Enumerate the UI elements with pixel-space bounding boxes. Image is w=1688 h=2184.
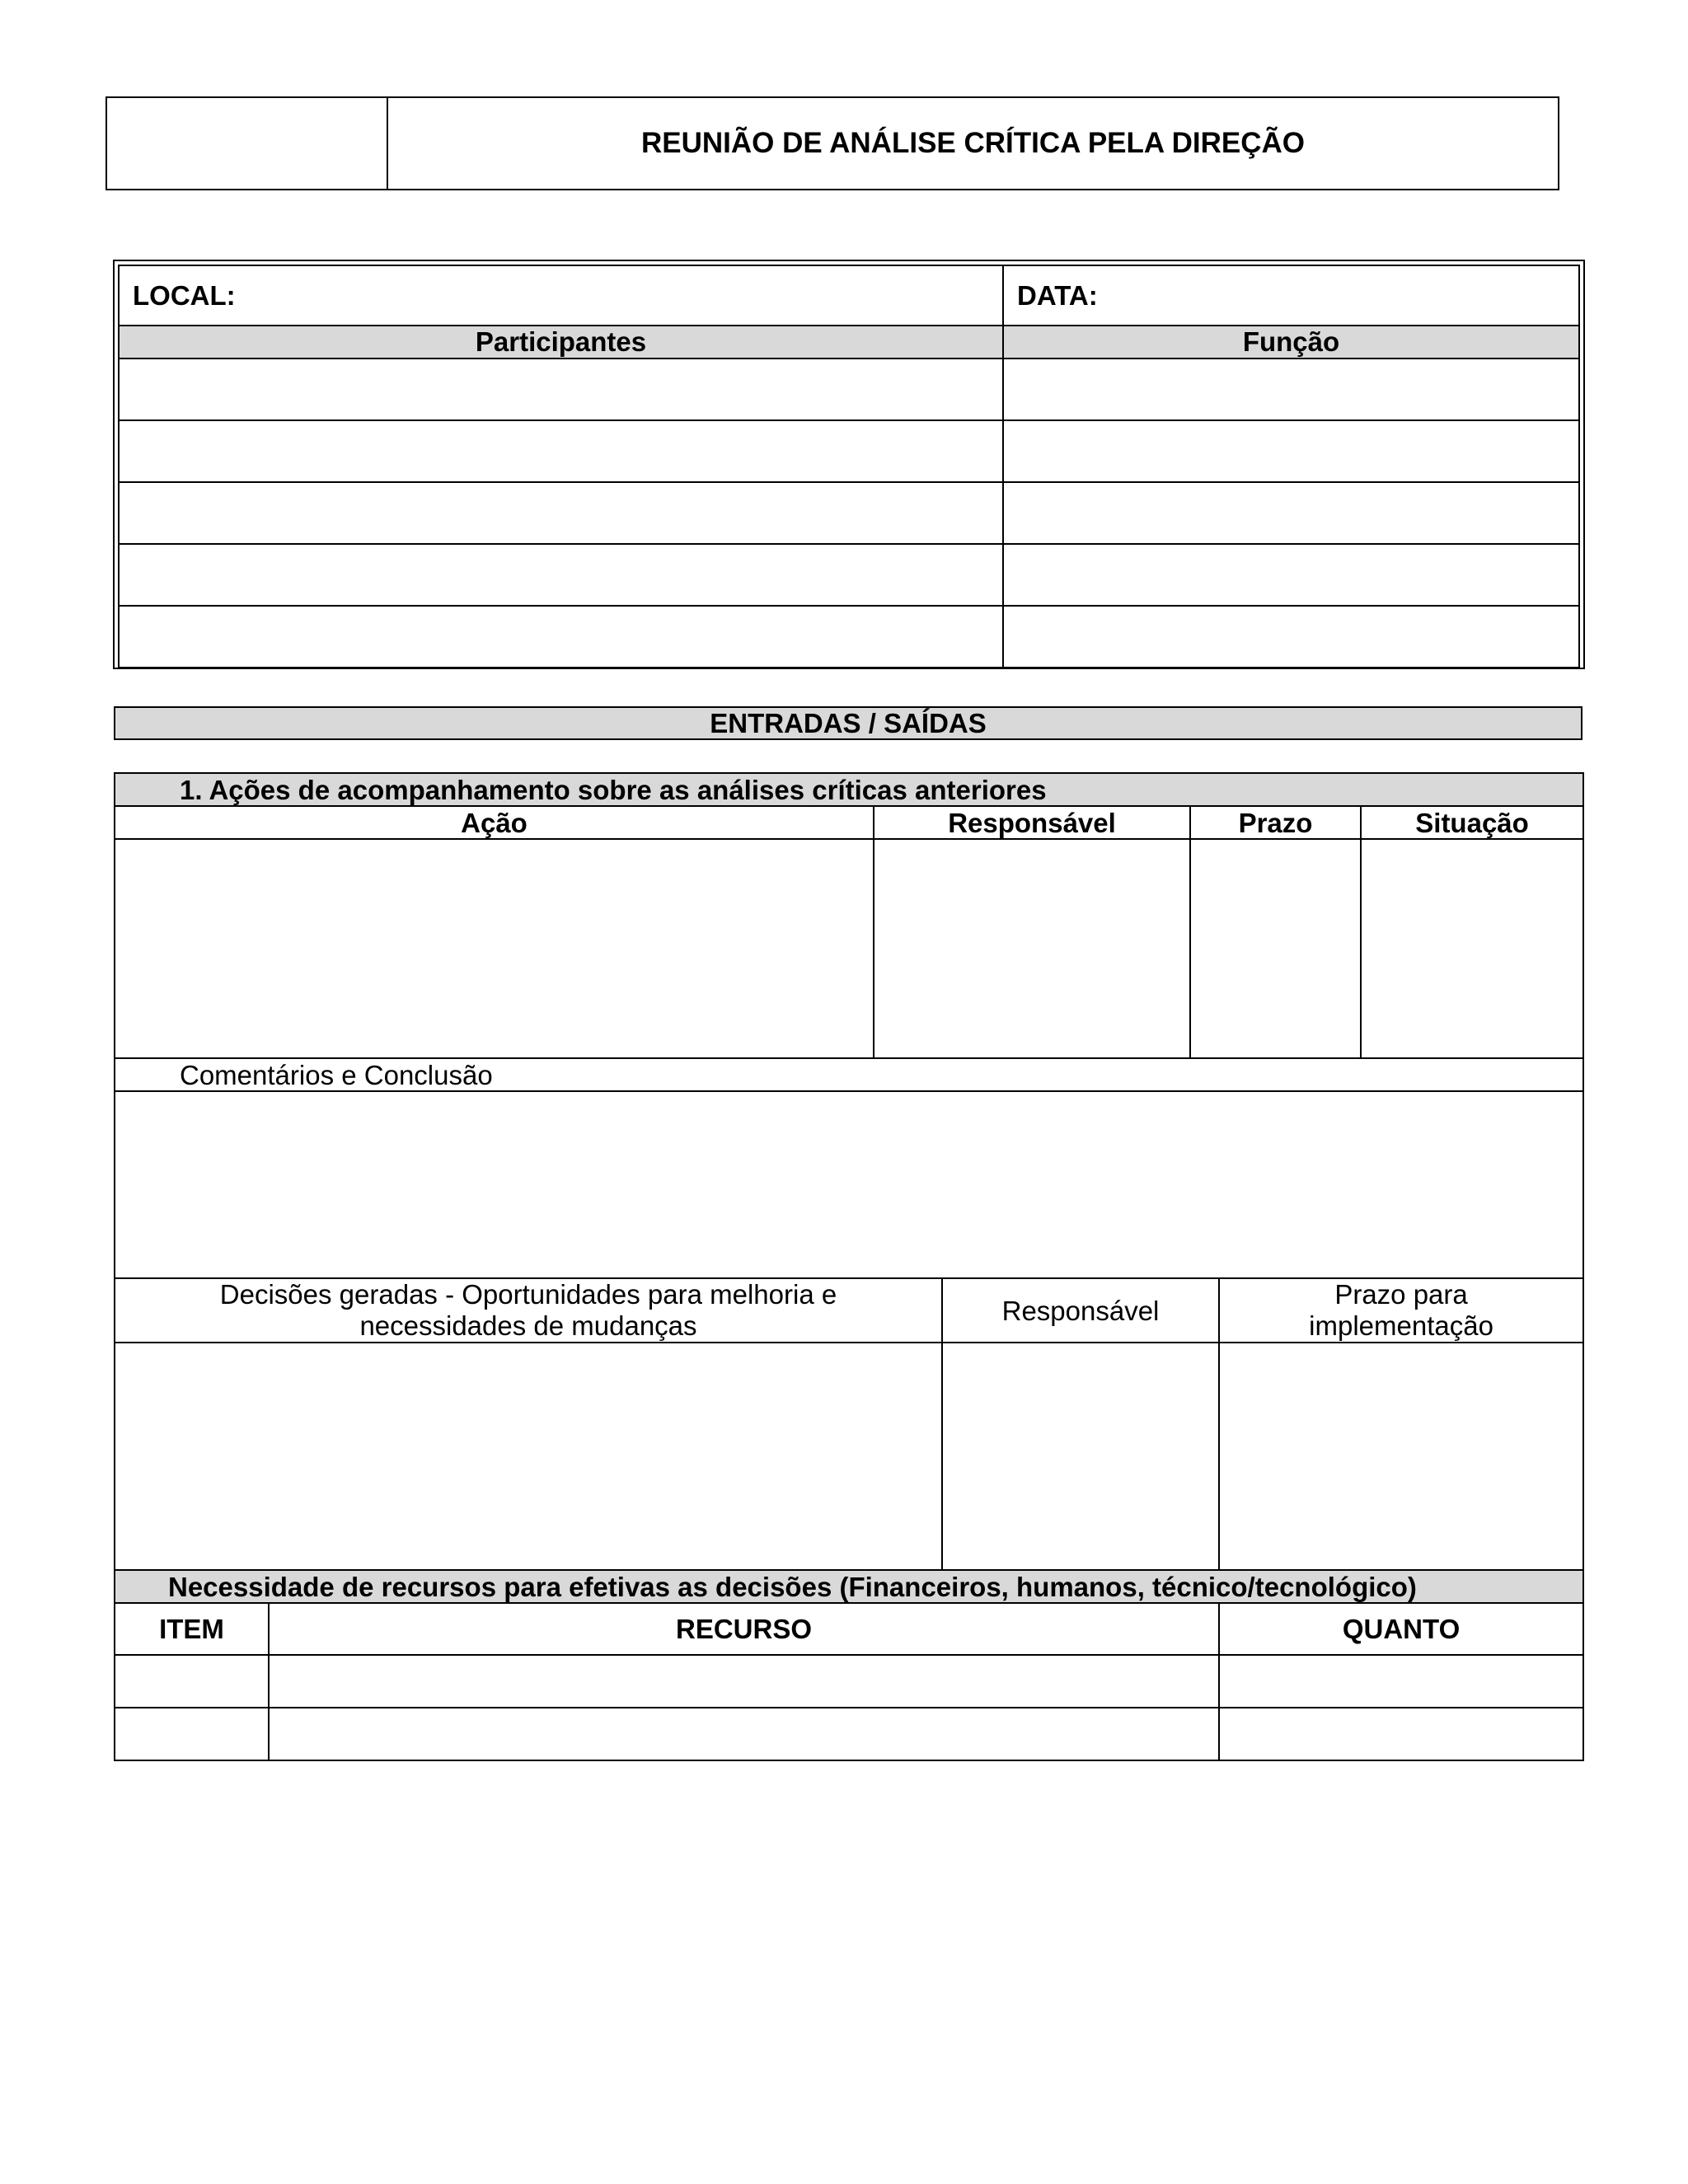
participant-function-cell[interactable] (1003, 420, 1579, 482)
decisions-cell[interactable] (115, 1343, 942, 1570)
col-header-responsavel: Responsável (874, 806, 1190, 839)
decisions-header-text: Decisões geradas - Oportunidades para melhoria e necessidades de mudanças (219, 1279, 837, 1341)
col-header-recurso: RECURSO (269, 1603, 1219, 1655)
entradas-saidas-bar: ENTRADAS / SAÍDAS (114, 706, 1582, 740)
section1-title: 1. Ações de acompanhamento sobre as análises críticas anteriores (115, 773, 1583, 806)
participants-block (113, 260, 1585, 669)
col-header-item: ITEM (115, 1603, 269, 1655)
decisions-header (115, 1278, 942, 1343)
recurso-cell[interactable] (269, 1655, 1219, 1708)
participant-name-cell[interactable] (119, 420, 1003, 482)
quanto-cell[interactable] (1219, 1708, 1583, 1760)
comments-label: Comentários e Conclusão (115, 1058, 1583, 1091)
quanto-cell[interactable] (1219, 1655, 1583, 1708)
decisions-responsible-cell[interactable] (942, 1343, 1219, 1570)
acao-cell[interactable] (115, 839, 874, 1058)
recurso-cell[interactable] (269, 1708, 1219, 1760)
item-cell[interactable] (115, 1655, 269, 1708)
situacao-cell[interactable] (1361, 839, 1583, 1058)
decisions-deadline-text: Prazo para implementação (1309, 1279, 1493, 1341)
col-header-acao: Ação (115, 806, 874, 839)
decisions-deadline-header (1219, 1278, 1583, 1343)
participant-name-cell[interactable] (119, 606, 1003, 668)
resources-title: Necessidade de recursos para efetivas as decisões (Financeiros, humanos, técnico/tecnológico) (115, 1570, 1583, 1603)
date-field[interactable]: DATA: (1003, 265, 1579, 326)
document-title: REUNIÃO DE ANÁLISE CRÍTICA PELA DIREÇÃO (387, 97, 1559, 190)
local-field[interactable]: LOCAL: (119, 265, 1003, 326)
col-header-situacao: Situação (1361, 806, 1583, 839)
decisions-responsible-header: Responsável (942, 1278, 1219, 1343)
participant-function-cell[interactable] (1003, 482, 1579, 544)
participant-name-cell[interactable] (119, 544, 1003, 606)
responsavel-cell[interactable] (874, 839, 1190, 1058)
participant-function-cell[interactable] (1003, 544, 1579, 606)
document-header (106, 96, 1559, 190)
prazo-cell[interactable] (1190, 839, 1361, 1058)
participants-table (118, 265, 1580, 668)
col-header-prazo: Prazo (1190, 806, 1361, 839)
participant-name-cell[interactable] (119, 359, 1003, 420)
comments-area[interactable] (115, 1091, 1583, 1278)
col-header-quanto: QUANTO (1219, 1603, 1583, 1655)
section1-table (114, 772, 1584, 1761)
participants-header: Participantes (119, 326, 1003, 359)
participant-function-cell[interactable] (1003, 606, 1579, 668)
decisions-deadline-cell[interactable] (1219, 1343, 1583, 1570)
function-header: Função (1003, 326, 1579, 359)
item-cell[interactable] (115, 1708, 269, 1760)
logo-cell (106, 97, 387, 190)
participant-name-cell[interactable] (119, 482, 1003, 544)
participant-function-cell[interactable] (1003, 359, 1579, 420)
